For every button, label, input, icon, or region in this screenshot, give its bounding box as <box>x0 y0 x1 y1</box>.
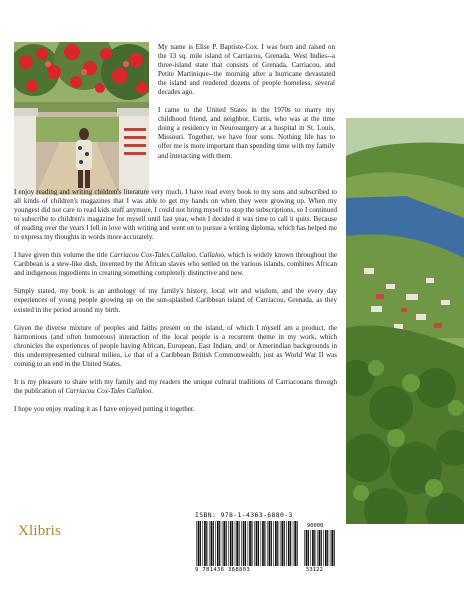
bio-paragraph-3: I enjoy reading and writing children's literature very much. I have read every book to my sons and subscribed to all kinds of children's magazines that I was able to get my hands on when they were growing up. When my youngest did not care to read kids stuff anymore, I could not bring myself to stop the subscriptions, so I continued to subscribe to children's magazine for myself until last year, when I decided it was time to call it quits. Because of reading over the years I fell in love with writing and went on to pursue a writing diploma, which has helped me to express my thoughts in words more accurately. <box>14 188 337 242</box>
bio-paragraph-2: I came to the United States in the 1970s to marry my childhood friend, and neighbor, Curtis, who was at the time doing a residency in Neurosurgery at a hospital in St. Louis, Missouri. Together, we have four sons. Nothing life has to offer me is more important than spending time with my family and interacting with them. <box>158 106 335 160</box>
bio-paragraph-1: My name is Elise P. Baptiste-Cox. I was born and raised on the 13 sq. mile island of Carriacou, Grenada, West Indies--a three-island state that consists of Grenada, Carriacou, and Petite Martinique--the morning after a hurricane devastated the island and rendered dozens of people homeless, several decades ago. <box>158 43 335 97</box>
bio-paragraph-6: Given the diverse mixture of peoples and faiths present on the island, of which I myself am a product, the harmonious (and often humorous) interaction of the local people is a recurrent theme in my work, which chronicles the experiences of people having African, European, East Indian, and/ or Amerindian backgrounds in this underrepresented cultural milieu, i.e that of a Caribbean British Commonwealth, just as World War II was coming to an end in the United States. <box>14 323 337 368</box>
bio-paragraph-7 <box>14 378 337 396</box>
publisher-logo: Xlibris <box>18 523 62 539</box>
barcode-digits: 9 781436 368803 <box>195 567 251 573</box>
bio-paragraph-5: Simply stated, my book is an anthology of my family's history, local wit and wisdom, and the every day experiences of young people growing up on the sun-splashed Caribbean island of Carriacou, Grenada, as they existed in the period around my birth. <box>14 287 337 314</box>
book-title-cox-tales: Carriacou Cox-Tales Callaloo. <box>65 386 154 395</box>
bio-lower-column <box>14 188 337 414</box>
isbn-number: ISBN: 978-1-4363-6880-3 <box>195 511 293 519</box>
barcode-addon-digits: 53122 <box>306 567 323 573</box>
barcode-addon-icon <box>303 530 337 566</box>
bio-upper-column <box>158 43 335 161</box>
bio-paragraph-4-rest: , which is widely known throughout the Caribbean is a stew-like dish, invented by the African slaves who settled on the various islands, combines African and indigenous ingredients in creating something completely distinctive and new. <box>14 251 337 278</box>
bio-paragraph-4 <box>14 251 337 278</box>
price-code: 90000 <box>307 523 324 529</box>
book-title-callaloo: Carriacou Cox-Tales.Callaloo. Callaloo <box>109 251 224 260</box>
island-landscape-photo <box>346 118 464 524</box>
bio-paragraph-8: I hope you enjoy reading it as I have enjoyed putting it together. <box>14 404 195 413</box>
bio-paragraph-7-lead: It is my pleasure to share with my family and my readers the unique cultural traditions of Carriacouans through the publication of <box>14 377 337 395</box>
bio-paragraph-4-lead: I have given this volume the title <box>14 251 110 260</box>
garden-gate-photo <box>14 42 149 195</box>
barcode-icon <box>195 521 299 566</box>
barcode <box>189 511 342 580</box>
